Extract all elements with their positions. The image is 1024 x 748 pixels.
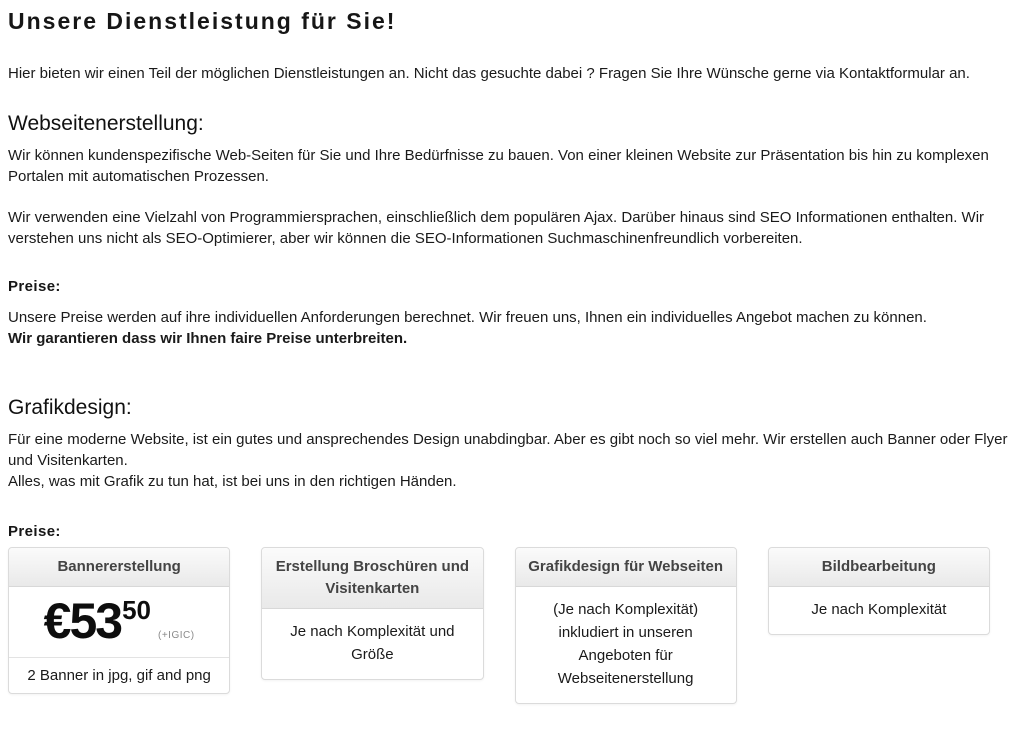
- preise-guarantee-text: Wir garantieren dass wir Ihnen faire Preise unterbreiten.: [8, 330, 408, 347]
- webseitenerstellung-paragraph-2: Wir verwenden eine Vielzahl von Programmiersprachen, einschließlich dem populären Ajax. Darüber hinaus sind SEO Informationen enthalten. Wir verstehen uns nicht als SEO-Optimierer, aber wir können die SEO-Informationen Suchmaschinenfreundlich vorbereiten.: [8, 209, 985, 247]
- pricing-card-feature: 2 Banner in jpg, gif and png: [9, 657, 229, 693]
- preise-heading-webseitenerstellung: Preise:: [8, 278, 61, 295]
- grafikdesign-text-line-1: Für eine moderne Website, ist ein gutes und ansprechendes Design unabdingbar. Aber es gibt noch so viel mehr. Wir erstellen auch Banner oder Flyer und Visitenkarten.: [8, 431, 1008, 469]
- pricing-card-bannererstellung: [8, 547, 230, 694]
- pricing-card-grafikdesign-webseiten: [515, 547, 737, 704]
- preise-heading-grafikdesign: Preise:: [8, 523, 61, 540]
- webseitenerstellung-paragraph-1: Wir können kundenspezifische Web-Seiten für Sie und Ihre Bedürfnisse zu bauen. Von einer kleinen Website zur Präsentation bis hin zu komplexen Portalen mit automatischen Prozessen.: [8, 147, 989, 185]
- intro-text: Hier bieten wir einen Teil der möglichen Dienstleistungen an. Nicht das gesuchte dabei ? Fragen Sie Ihre Wünsche gerne via Kontaktformular an.: [8, 65, 970, 82]
- pricing-card-body: Je nach Komplexität: [811, 601, 947, 618]
- price-superscript: 50: [122, 595, 152, 625]
- pricing-card-broschueren-visitenkarten: [261, 547, 483, 680]
- pricing-card-body: Je nach Komplexität und Größe: [290, 623, 455, 663]
- price-block: [9, 587, 229, 657]
- preise-text-line: Unsere Preise werden auf ihre individuellen Anforderungen berechnet. Wir freuen uns, Ihnen ein individuelles Angebot machen zu können.: [8, 309, 927, 326]
- pricing-card-body: (Je nach Komplexität) inkludiert in unseren Angeboten für Webseitenerstellung: [553, 601, 699, 687]
- section-heading-grafikdesign: Grafikdesign:: [8, 396, 132, 419]
- pricing-card-title: Erstellung Broschüren und Visitenkarten: [262, 548, 482, 609]
- pricing-card-title: Grafikdesign für Webseiten: [516, 548, 736, 587]
- pricing-cards-row: [8, 547, 990, 704]
- price-amount: €53: [43, 593, 122, 649]
- price-tax-note: (+IGIC): [158, 630, 195, 641]
- section-heading-webseitenerstellung: Webseitenerstellung:: [8, 112, 204, 135]
- pricing-card-bildbearbeitung: [768, 547, 990, 635]
- pricing-card-title: Bannererstellung: [9, 548, 229, 587]
- pricing-card-title: Bildbearbeitung: [769, 548, 989, 587]
- grafikdesign-text-line-2: Alles, was mit Grafik zu tun hat, ist bei uns in den richtigen Händen.: [8, 473, 457, 490]
- grafikdesign-paragraph: [8, 429, 1016, 492]
- page-title: Unsere Dienstleistung für Sie!: [8, 8, 397, 34]
- webseitenerstellung-preise-paragraph: [8, 307, 1016, 349]
